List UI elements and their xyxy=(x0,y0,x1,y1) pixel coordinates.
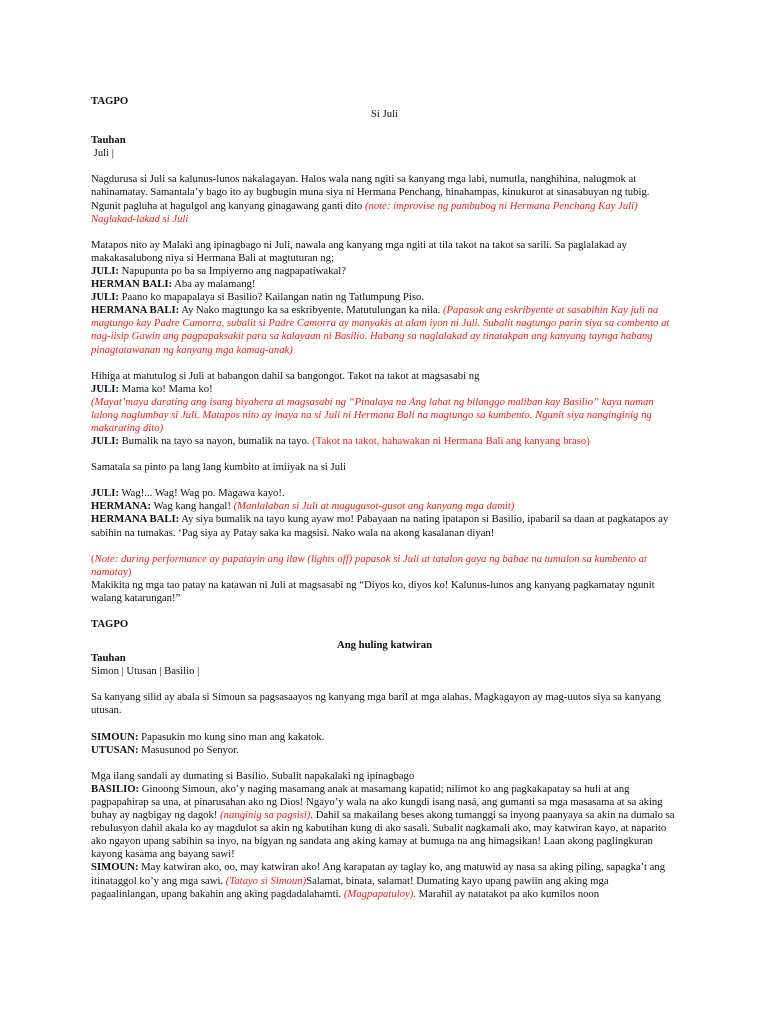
scene1-cast-label: Tauhan xyxy=(91,134,126,147)
scene2-paragraph-2: Mga ilang sandali ay dumating si Basilio. Subalit napakalaki ng ipinagbago xyxy=(91,769,415,782)
scene2-paragraph-1: Sa kanyang silid ay abala si Simoun sa pagsasaayos ng kanyang mga baril at mga alahas. Magkagayon ay mag-uutos siya sa kanyang utusan. xyxy=(91,691,661,717)
stage-direction: (Mayat’maya darating ang isang biyahera at magsasabi ng “Pinalaya na Ang lahat ng bilanggo maliban kay Basilio” kaya naman lalong naglumbay si Juli. Matapos nito ay inaya na si Juli ni Hermana Bali na magtungo sa kumbento. Ngunit siya nanginginig ng makarating dito) xyxy=(91,395,654,434)
scene2-heading: TAGPO xyxy=(91,618,129,630)
dialogue-line: SIMOUN: Papasukin mo kung sino man ang kakatok. xyxy=(91,730,325,743)
performance-note: (Note: during performance ay papatayin ang ilaw (lights off) papasok si Juli at tatalon gaya ng babae na tumalon sa kumbento at namatay) xyxy=(91,552,647,578)
scene2-cast-label: Tauhan xyxy=(91,652,126,665)
scene1-stage-note: Naglakad-lakad si Juli xyxy=(91,212,189,225)
dialogue-line: JULI: Paano ko mapapalaya si Basilio? Kailangan natin ng Tatlumpung Piso. xyxy=(91,291,424,304)
dialogue-line: HERMANA BALI: Ay siya bumalik na tayo kung ayaw mo! Pabayaan na nating ipatapon si Basilio, ipabaril sa daan at pagkatapos ay sabihin na tumakas. ‘Pag siya ay Patay saka ka magsisi. Nako wala na akong kasalanan diyan! xyxy=(91,513,669,539)
dialogue-line: JULI: Napupunta po ba sa Impiyerno ang nagpapatiwakal? xyxy=(91,264,346,277)
scene1-paragraph-4: Samatala sa pinto pa lang lang kumbito at imiiyak na si Juli xyxy=(91,461,346,474)
scene1-heading: TAGPO xyxy=(91,95,129,107)
scene1-paragraph-3: Hihiga at matutulog si Juli at babangon dahil sa bangongot. Takot na takot at magsasabi ng xyxy=(91,369,480,382)
dialogue-line: UTUSAN: Masusunod po Senyor. xyxy=(91,743,239,756)
scene1-paragraph-2: Matapos nito ay Malaki ang ipinagbago ni Juli, nawala ang kanyang mga ngiti at tila takot na takot sa sarili. Sa paglalakad ay makakasalubong niya si Hermana Bali at magtuturan ng; xyxy=(91,238,628,264)
dialogue-line: JULI: Wag!... Wag! Wag po. Magawa kayo!. xyxy=(91,487,285,500)
dialogue-line: HERMANA: Wag kang hangal! (Manlalaban si Juli at magugusot-gusot ang kanyang mga damit) xyxy=(91,500,515,513)
dialogue-line: JULI: Mama ko! Mama ko! xyxy=(91,382,213,395)
scene1-paragraph-5: Makikita ng mga tao patay na katawan ni Juli at magsasabi ng “Diyos ko, diyos ko! Kalunus-lunos ang kanyang pagkamatay ngunit walang katarungan!” xyxy=(91,578,655,604)
dialogue-line: HERMANA BALI: Ay Nako magtungo ka sa eskribyente. Matutulungan ka nila. (Papasok ang eskribyente at sasabihin Kay juli na magtungo kay Padre Camorra, subalit si Padre Camorra ay manyakis at alam iyon ni Juli. Subalit nagtungo parin siya sa combento at nag-iisip Gawin ang pagpapaksakit para sa kalayaan ni Basilio. Habang sa naglalakad ay tinatakpan ang kanyang taynga habang pinagtatawanan ng kanyang mga kamag-anak) xyxy=(91,304,670,356)
scene2-title: Ang huling katwiran xyxy=(336,639,433,652)
dialogue-line: JULI: Bumalik na tayo sa nayon, bumalik na tayo. (Takot na takot, hahawakan ni Hermana Bali ang kanyang braso) xyxy=(91,435,590,448)
scene2-cast: Simon | Utusan | Basilio | xyxy=(91,665,200,678)
dialogue-line: HERMAN BALI: Aba ay malamang! xyxy=(91,278,256,291)
scene1-paragraph-1: Nagdurusa si Juli sa kalunus-lunos nakalagayan. Halos wala nang ngiti sa kanyang mga labi, numutla, nanghihina, nalugmok at nahinamatay. Samantala’y bago ito ay bugbugin muna siya ni Hermana Penchang, hinahampas, kinukurot at sinasabuyan ng tubig. Ngunit pagluha at hagulgol ang kanyang ginagawang ganti dito (note: improvise ng pambubog ni Hermana Penchang Kay Juli) xyxy=(91,173,650,212)
dialogue-line: SIMOUN: May katwiran ako, oo, may katwiran ako! Ang karapatan ay taglay ko, ang matuwid ay nasa sa aking piling, sapagka’t ang itinataggol ko’y ang mga sawi. (Tatayo si Simoun)Salamat, binata, salamat! Dumating kayo upang pawiin ang aking mga pagaalinlangan, upang bakahin ang aking pagdadalahamti. (Magpapatuloy). Marahil ay natatakot pa ako kumilos noon xyxy=(91,861,666,900)
dialogue-line: BASILIO: Ginoong Simoun, ako’y naging masamang anak at masamang kapatid; nilimot ko ang pagkakapatay sa huli at ang pagpapahirap sa una, at pinarusahan ako ng Dios! Ngayo’y wala na ako kungdi isang nasá, ang gumanti sa mga masasama at sa aking buhay ay nagbigay ng dagok! (nanginig sa pagsisi). Dahil sa makailang beses akong tumanggi sa inyong paanyaya sa akin na dumalo sa rebulusyon dahil akala ko ay magdulot sa akin ng kabutihan kung di ako sasali. Subalit nagkamali ako, may katwiran kayo, at naparito ako ngayon upang sabihin sa inyo, na bigyan ng sandata ang aking kamay at bumuga na ang himagsikan! Laan akong paglingkuran kayong kasama ang bayang sawi! xyxy=(91,782,675,861)
scene1-cast: Juli | xyxy=(93,147,114,160)
scene1-title: Si Juli xyxy=(370,108,399,121)
